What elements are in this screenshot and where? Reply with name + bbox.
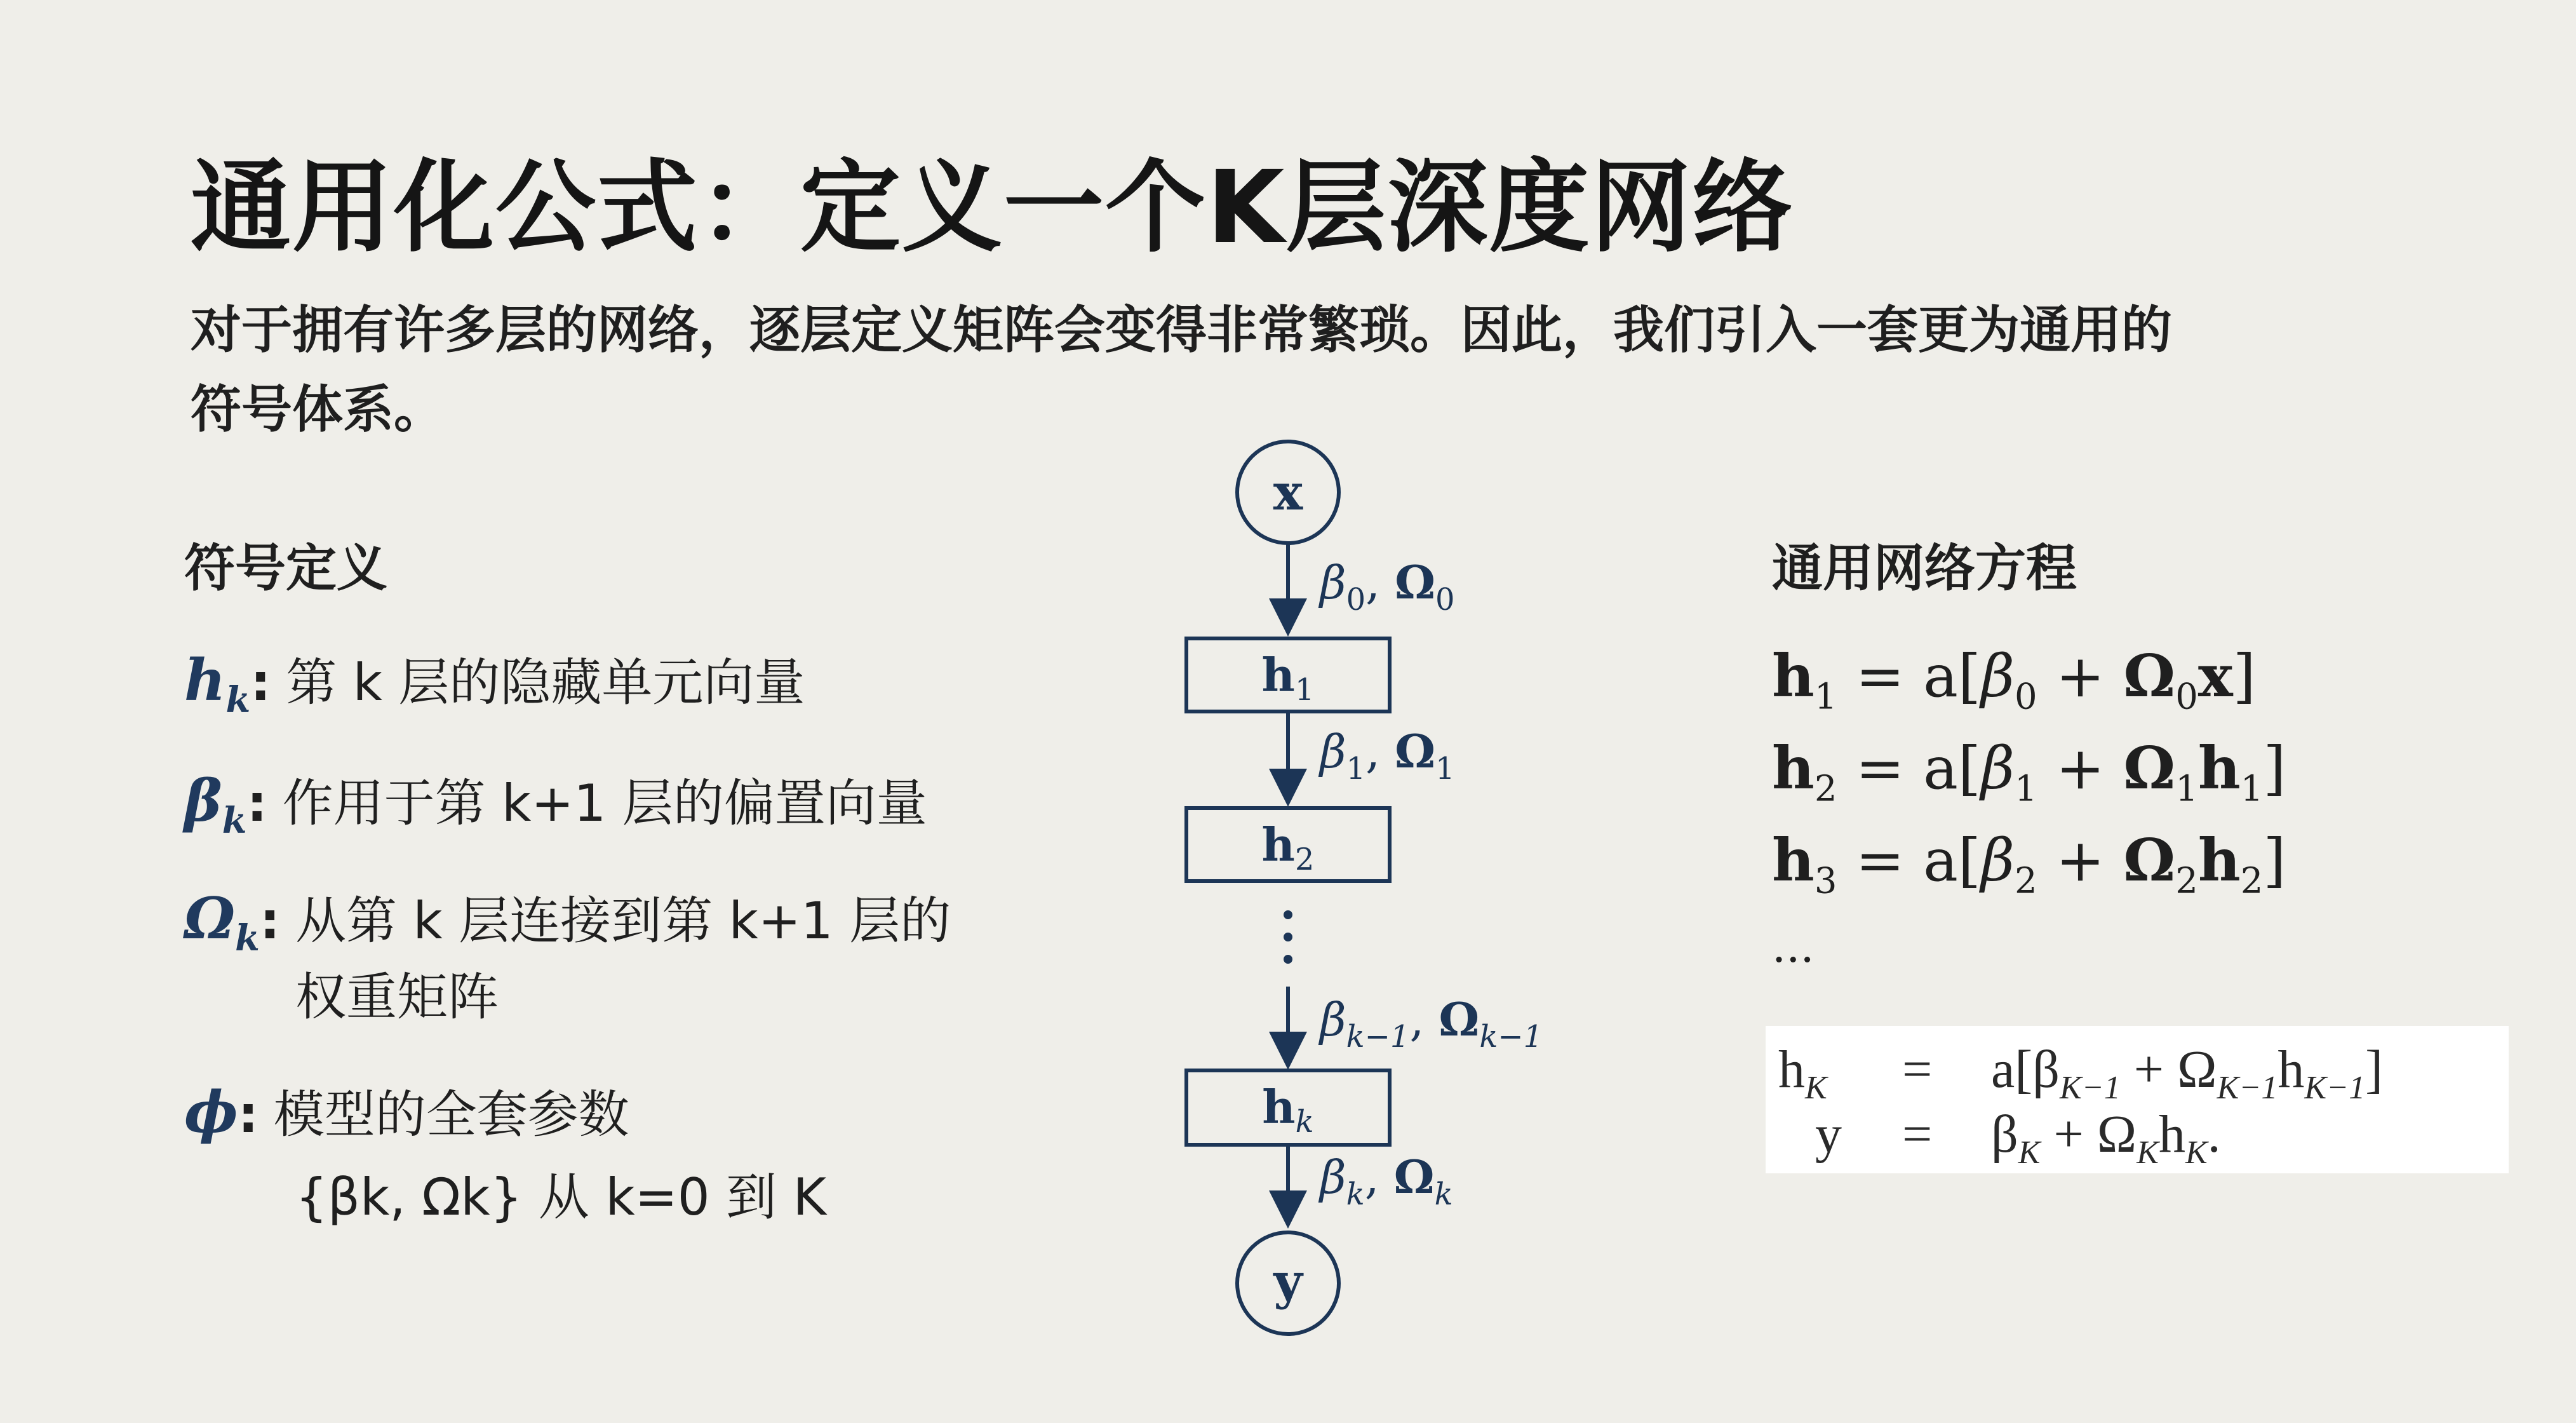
equation-ellipsis: ··· bbox=[1772, 934, 1815, 986]
notation-item-beta: $\beta_k$: 作用于第 k+1 层的偏置向量 bbox=[184, 762, 927, 839]
notation-heading: 符号定义 bbox=[184, 539, 387, 598]
boxed-lhs: y bbox=[1815, 1105, 1842, 1164]
ellipsis-dot bbox=[1284, 910, 1292, 919]
edge-label: $\beta_{k-1}$, $\Omega_{k-1}$ bbox=[1320, 992, 1543, 1055]
notation-symbol: ϕ bbox=[184, 1079, 238, 1146]
final-equations-box bbox=[1766, 1026, 2509, 1173]
boxed-rhs: $a[\beta_{K-1} + \Omega_{K-1}h_{K-1}]$ bbox=[1991, 1040, 2384, 1106]
equation-row: $h_1 = a[\beta_0 + \Omega_0x]$ bbox=[1772, 642, 2256, 718]
edge-label: $\beta_1$, $\Omega_1$ bbox=[1320, 724, 1455, 786]
intro-line-1: 对于拥有许多层的网络，逐层定义矩阵会变得非常繁琐。因此，我们引入一套更为通用的 bbox=[191, 300, 2172, 360]
notation-item-h: $h_k$: 第 k 层的隐藏单元向量 bbox=[184, 642, 805, 718]
intro-line-2: 符号体系。 bbox=[191, 380, 445, 439]
equation-row: $h_2 = a[\beta_1 + \Omega_1h_1]$ bbox=[1772, 734, 2286, 810]
notation-symbol: $h_k$ bbox=[184, 647, 251, 721]
edge-label: $\beta_k$, $\Omega_k$ bbox=[1320, 1150, 1453, 1212]
notation-desc: 模型的全套参数 bbox=[273, 1085, 629, 1144]
boxed-eq: = bbox=[1902, 1040, 1933, 1099]
notation-symbol: $\Omega_k$ bbox=[184, 885, 260, 959]
notation-desc: 第 k 层的隐藏单元向量 bbox=[286, 653, 805, 712]
equation-row: $h_3 = a[\beta_2 + \Omega_2h_2]$ bbox=[1772, 826, 2286, 902]
notation-desc: 作用于第 k+1 层的偏置向量 bbox=[282, 774, 927, 833]
notation-item-phi: ϕ: 模型的全套参数 bbox=[184, 1074, 629, 1150]
node-label: h2 bbox=[1261, 818, 1315, 877]
notation-symbol: $\beta_k$ bbox=[184, 767, 247, 842]
edge-label: $\beta_0$, $\Omega_0$ bbox=[1320, 555, 1455, 617]
notation-desc-cont: 权重矩阵 bbox=[295, 968, 499, 1027]
node-label: hk bbox=[1262, 1080, 1314, 1140]
output-label: y bbox=[1273, 1253, 1303, 1311]
input-label: x bbox=[1273, 464, 1303, 522]
ellipsis-dot bbox=[1284, 933, 1292, 941]
network-diagram bbox=[1080, 419, 1651, 1359]
boxed-rhs: $\beta_K + \Omega_Kh_K$. bbox=[1991, 1105, 2221, 1171]
equations-heading: 通用网络方程 bbox=[1772, 539, 2077, 598]
boxed-lhs: $h_K$ bbox=[1778, 1040, 1827, 1106]
notation-item-omega: $\Omega_k$: 从第 k 层连接到第 k+1 层的 bbox=[184, 880, 951, 956]
notation-desc-cont: {βk, Ωk} 从 k=0 到 K bbox=[295, 1168, 826, 1227]
notation-desc: 从第 k 层连接到第 k+1 层的 bbox=[295, 891, 951, 950]
node-label: h1 bbox=[1261, 648, 1315, 708]
ellipsis-dot bbox=[1284, 955, 1292, 964]
page-title: 通用化公式：定义一个K层深度网络 bbox=[191, 149, 1794, 266]
boxed-eq: = bbox=[1902, 1105, 1933, 1164]
